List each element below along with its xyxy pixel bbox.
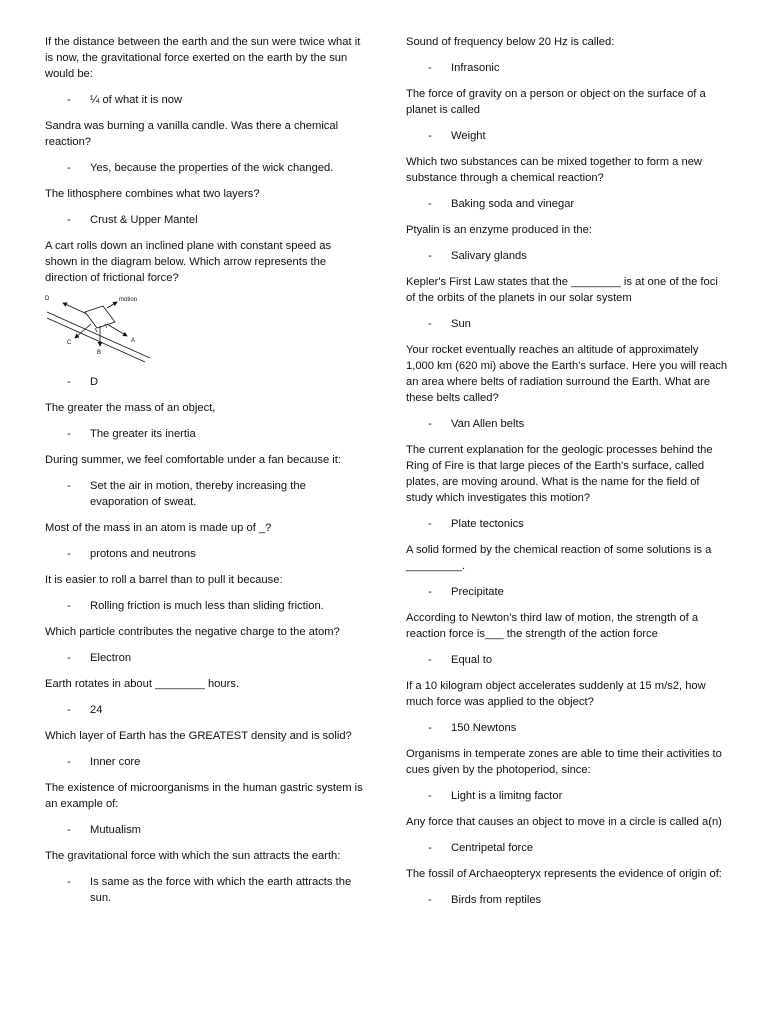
answer-text: protons and neutrons <box>90 548 196 560</box>
answer-text: Set the air in motion, thereby increasing the evaporation of sweat. <box>90 480 306 508</box>
answer-item <box>406 60 728 76</box>
answer-text: D <box>90 376 99 388</box>
qa-item <box>406 542 728 600</box>
answer-item <box>45 754 363 770</box>
bullet-dash: - <box>67 214 71 226</box>
qa-item <box>45 676 363 718</box>
left-column <box>45 34 363 916</box>
bullet-dash: - <box>428 198 432 210</box>
qa-item <box>45 238 363 390</box>
question-text: Any force that causes an object to move in a circle is called a(n) <box>406 816 722 828</box>
answer-text: Infrasonic <box>451 62 500 74</box>
question-text: Your rocket eventually reaches an altitude of approximately 1,000 km (620 mi) above the Earth's surface. Here you will reach an area where belts of radiation surround the Earth. What are these belts called? <box>406 344 728 404</box>
answer-text: Rolling friction is much less than sliding friction. <box>90 600 324 612</box>
answer-text: The greater its inertia <box>90 428 196 440</box>
bullet-dash: - <box>67 704 71 716</box>
answer-item <box>406 128 728 144</box>
answer-item <box>45 650 363 666</box>
bullet-dash: - <box>428 318 432 330</box>
answer-item <box>406 248 728 264</box>
qa-item <box>406 342 728 432</box>
qa-item <box>45 520 363 562</box>
answer-item <box>45 374 363 390</box>
answer-text: Sun <box>451 318 471 330</box>
bullet-dash: - <box>67 94 71 106</box>
answer-text: ¼ of what it is now <box>90 94 183 106</box>
qa-item <box>406 274 728 332</box>
answer-text: Equal to <box>451 654 493 666</box>
question-text: Sandra was burning a vanilla candle. Was there a chemical reaction? <box>45 120 339 148</box>
cart-body <box>85 306 115 328</box>
answer-text: Yes, because the properties of the wick changed. <box>90 162 334 174</box>
label-c: C <box>67 340 72 346</box>
bullet-dash: - <box>67 376 71 388</box>
qa-item <box>406 442 728 532</box>
question-text: Most of the mass in an atom is made up of _? <box>45 522 272 534</box>
answer-item <box>406 416 728 432</box>
qa-item <box>45 118 363 176</box>
question-text: If the distance between the earth and the sun were twice what it is now, the gravitational force exerted on the earth by the sun would be: <box>45 36 361 80</box>
qa-item <box>45 728 363 770</box>
question-text: The existence of microorganisms in the human gastric system is an example of: <box>45 782 363 810</box>
label-motion: motion <box>119 297 138 303</box>
answer-item <box>406 720 728 736</box>
answer-text: Light is a limitng factor <box>451 790 563 802</box>
arrow-a <box>107 324 127 336</box>
bullet-dash: - <box>428 518 432 530</box>
right-column <box>406 34 728 918</box>
question-text: Ptyalin is an enzyme produced in the: <box>406 224 592 236</box>
bullet-dash: - <box>428 130 432 142</box>
bullet-dash: - <box>428 62 432 74</box>
question-text: The greater the mass of an object, <box>45 402 216 414</box>
answer-item <box>406 316 728 332</box>
question-text: A solid formed by the chemical reaction of some solutions is a _________. <box>406 544 712 572</box>
answer-text: 24 <box>90 704 103 716</box>
question-text: Organisms in temperate zones are able to time their activities to cues given by the photoperiod, since: <box>406 748 722 776</box>
bullet-dash: - <box>428 250 432 262</box>
answer-text: Inner core <box>90 756 141 768</box>
question-text: A cart rolls down an inclined plane with constant speed as shown in the diagram below. Which arrow represents the direction of frictional force? <box>45 240 332 284</box>
bullet-dash: - <box>67 652 71 664</box>
answer-text: Precipitate <box>451 586 504 598</box>
answer-text: Crust & Upper Mantel <box>90 214 198 226</box>
answer-item <box>45 212 363 228</box>
qa-item <box>406 678 728 736</box>
bullet-dash: - <box>67 480 71 492</box>
incline-diagram <box>45 294 363 364</box>
bullet-dash: - <box>67 548 71 560</box>
qa-item <box>406 86 728 144</box>
qa-item <box>45 186 363 228</box>
bullet-dash: - <box>428 418 432 430</box>
answer-item <box>45 92 363 108</box>
answer-item <box>45 426 363 442</box>
question-text: The fossil of Archaeopteryx represents the evidence of origin of: <box>406 868 722 880</box>
incline-diagram-svg <box>45 294 155 364</box>
answer-item <box>406 516 728 532</box>
answer-text: Weight <box>451 130 486 142</box>
qa-item <box>45 624 363 666</box>
label-d: D <box>45 296 50 302</box>
question-text: During summer, we feel comfortable under a fan because it: <box>45 454 341 466</box>
answer-item <box>406 652 728 668</box>
answer-item <box>406 196 728 212</box>
question-text: Kepler's First Law states that the ________ is at one of the foci of the orbits of the planets in our solar system <box>406 276 718 304</box>
arrow-d <box>63 303 87 314</box>
question-text: The lithosphere combines what two layers? <box>45 188 260 200</box>
bullet-dash: - <box>428 654 432 666</box>
bullet-dash: - <box>428 722 432 734</box>
qa-item <box>45 848 363 906</box>
bullet-dash: - <box>67 428 71 440</box>
answer-item <box>45 478 363 510</box>
answer-text: Plate tectonics <box>451 518 524 530</box>
bullet-dash: - <box>428 586 432 598</box>
qa-item <box>45 452 363 510</box>
question-text: Which two substances can be mixed together to form a new substance through a chemical reaction? <box>406 156 702 184</box>
qa-item <box>406 610 728 668</box>
answer-text: Centripetal force <box>451 842 534 854</box>
question-text: The gravitational force with which the sun attracts the earth: <box>45 850 341 862</box>
answer-text: Electron <box>90 652 132 664</box>
question-text: It is easier to roll a barrel than to pull it because: <box>45 574 283 586</box>
question-text: If a 10 kilogram object accelerates suddenly at 15 m/s2, how much force was applied to the object? <box>406 680 706 708</box>
qa-item <box>406 154 728 212</box>
qa-item <box>45 400 363 442</box>
answer-text: Salivary glands <box>451 250 527 262</box>
bullet-dash: - <box>67 162 71 174</box>
qa-item <box>406 222 728 264</box>
label-b: B <box>97 350 102 356</box>
qa-item <box>45 34 363 108</box>
answer-item <box>406 840 728 856</box>
qa-item <box>406 34 728 76</box>
bullet-dash: - <box>428 842 432 854</box>
arrow-motion <box>107 302 117 308</box>
question-text: According to Newton’s third law of motion, the strength of a reaction force is___ the strength of the action force <box>406 612 699 640</box>
answer-text: Baking soda and vinegar <box>451 198 575 210</box>
label-a: A <box>131 338 136 344</box>
answer-item <box>45 702 363 718</box>
bullet-dash: - <box>428 894 432 906</box>
answer-text: Van Allen belts <box>451 418 525 430</box>
answer-text: Birds from reptiles <box>451 894 542 906</box>
answer-item <box>45 546 363 562</box>
qa-item <box>406 814 728 856</box>
bullet-dash: - <box>428 790 432 802</box>
question-text: Which particle contributes the negative charge to the atom? <box>45 626 340 638</box>
answer-item <box>406 584 728 600</box>
bullet-dash: - <box>67 824 71 836</box>
question-text: Sound of frequency below 20 Hz is called: <box>406 36 615 48</box>
question-text: Which layer of Earth has the GREATEST density and is solid? <box>45 730 352 742</box>
answer-text: Mutualism <box>90 824 141 836</box>
qa-item <box>406 746 728 804</box>
answer-text: Is same as the force with which the earth attracts the sun. <box>90 876 352 904</box>
answer-item <box>45 822 363 838</box>
bullet-dash: - <box>67 756 71 768</box>
answer-item <box>45 598 363 614</box>
answer-text: 150 Newtons <box>451 722 517 734</box>
answer-item <box>406 892 728 908</box>
qa-item <box>45 572 363 614</box>
bullet-dash: - <box>67 600 71 612</box>
bullet-dash: - <box>67 876 71 888</box>
question-text: Earth rotates in about ________ hours. <box>45 678 240 690</box>
answer-item <box>45 160 363 176</box>
qa-item <box>406 866 728 908</box>
answer-item <box>45 874 363 906</box>
question-text: The force of gravity on a person or object on the surface of a planet is called <box>406 88 706 116</box>
question-text: The current explanation for the geologic processes behind the Ring of Fire is that large pieces of the Earth's surface, called plates, are moving around. What is the name for the field of study which investigates this motion? <box>406 444 713 504</box>
answer-item <box>406 788 728 804</box>
qa-item <box>45 780 363 838</box>
